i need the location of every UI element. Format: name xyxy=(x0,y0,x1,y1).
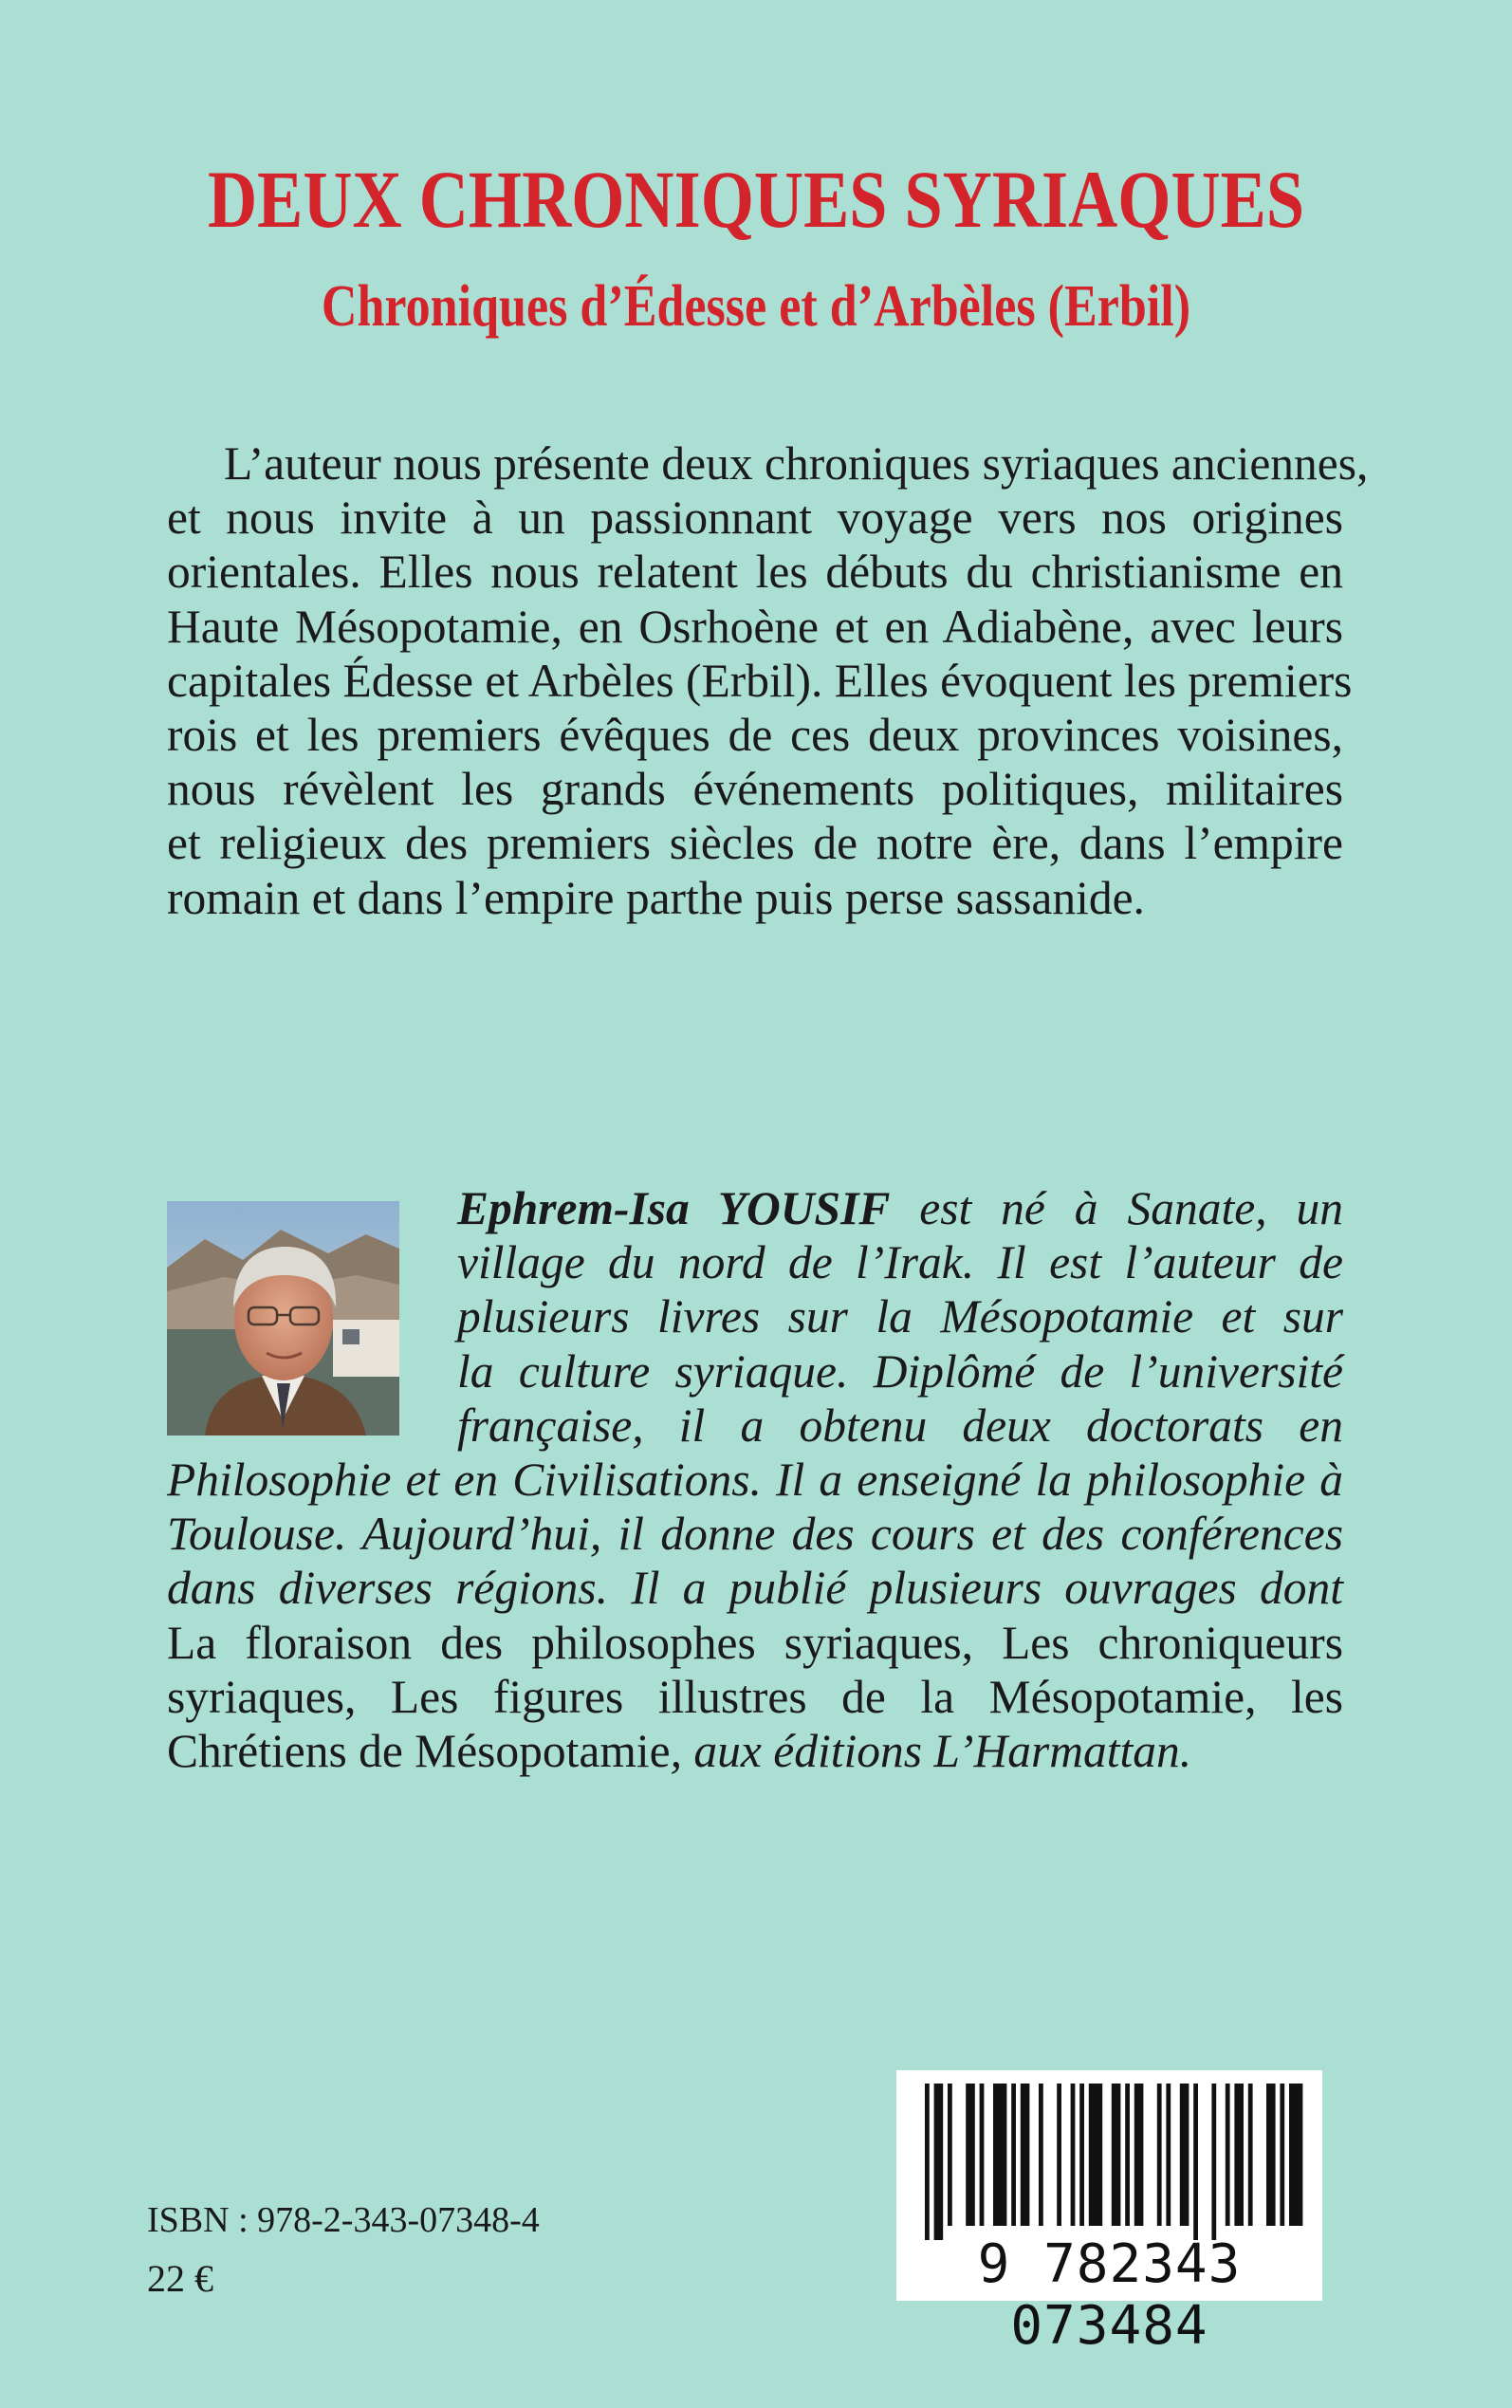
bio-line: plusieurs livres sur la Mésopotamie et sur xyxy=(457,1290,1343,1343)
barcode-bar xyxy=(1039,2084,1043,2226)
barcode-bar xyxy=(1234,2084,1244,2226)
blurb-line: et religieux des premiers siècles de notre ère, dans l’empire xyxy=(167,817,1343,870)
barcode-bar xyxy=(1079,2084,1084,2226)
barcode-bar xyxy=(1134,2084,1144,2226)
bio-line: La floraison des philosophes syriaques, Les chroniqueurs xyxy=(167,1616,1343,1669)
bio-line: la culture syriaque. Diplômé de l’université xyxy=(457,1344,1343,1398)
barcode-bar xyxy=(1248,2084,1253,2226)
barcode-bar xyxy=(1226,2084,1230,2226)
book-subtitle: Chroniques d’Édesse et d’Arbèles (Erbil) xyxy=(321,274,1191,339)
barcode-bar xyxy=(1180,2084,1189,2226)
barcode-bar xyxy=(1193,2084,1198,2240)
bio-line: Toulouse. Aujourd’hui, il donne des cours et des conférences xyxy=(167,1508,1343,1561)
price: 22 € xyxy=(147,2257,213,2300)
barcode-bar xyxy=(948,2084,952,2226)
blurb-line: Haute Mésopotamie, en Osrhoène et en Adiabène, avec leurs xyxy=(167,600,1343,653)
bio-line: Chrétiens de Mésopotamie, aux éditions L’Harmattan. xyxy=(167,1724,1192,1777)
barcode-bar xyxy=(1071,2084,1076,2226)
blurb-line: L’auteur nous présente deux chroniques syriaques anciennes, xyxy=(224,437,1369,490)
blurb-line: nous révèlent les grands événements politiques, militaires xyxy=(167,763,1343,816)
barcode-bar xyxy=(1280,2084,1284,2226)
blurb-line: capitales Édesse et Arbèles (Erbil). Elles évoquent les premiers xyxy=(167,654,1353,707)
bio-line: Philosophie et en Civilisations. Il a enseigné la philosophie à xyxy=(167,1453,1343,1506)
barcode-bar xyxy=(1157,2084,1162,2226)
barcode-bar xyxy=(925,2084,930,2240)
book-title: DEUX CHRONIQUES SYRIAQUES xyxy=(207,154,1305,245)
blurb-line: orientales. Elles nous relatent les débuts du christianisme en xyxy=(167,546,1343,599)
bio-line: française, il a obtenu deux doctorats en xyxy=(457,1398,1343,1452)
barcode-bar xyxy=(1089,2084,1102,2226)
barcode-bar xyxy=(1011,2084,1016,2226)
author-bio xyxy=(167,1181,1343,1778)
bio-line: Ephrem-Isa YOUSIF est né à Sanate, un xyxy=(457,1182,1343,1234)
barcode-bar xyxy=(1266,2084,1276,2226)
barcode xyxy=(896,2070,1322,2357)
blurb-line: et nous invite à un passionnant voyage vers nos origines xyxy=(167,491,1343,545)
barcode-bar xyxy=(1211,2084,1216,2240)
blurb-line: rois et les premiers évêques de ces deux provinces voisines, xyxy=(167,708,1343,761)
barcode-digits: 9 782343 073484 xyxy=(977,2233,1242,2357)
barcode-bar xyxy=(980,2084,985,2226)
isbn: ISBN : 978-2-343-07348-4 xyxy=(147,2200,540,2240)
barcode-bar xyxy=(1166,2084,1171,2226)
barcode-bar xyxy=(966,2084,975,2226)
barcode-bar xyxy=(993,2084,1006,2226)
barcode-bar xyxy=(1021,2084,1030,2226)
blurb xyxy=(167,436,1369,925)
author-name: Ephrem-Isa YOUSIF xyxy=(457,1182,891,1234)
bio-line: dans diverses régions. Il a publié plusieurs ouvrages dont xyxy=(167,1562,1343,1615)
barcode-bar xyxy=(1289,2084,1302,2226)
bio-line: village du nord de l’Irak. Il est l’auteur de xyxy=(457,1236,1343,1289)
bio-line: syriaques, Les figures illustres de la Mésopotamie, les xyxy=(167,1670,1343,1723)
barcode-bar xyxy=(934,2084,944,2240)
barcode-bar xyxy=(1125,2084,1130,2226)
blurb-line: romain et dans l’empire parthe puis perse sassanide. xyxy=(167,871,1145,924)
barcode-bar xyxy=(1112,2084,1121,2226)
barcode-bar xyxy=(1057,2084,1061,2226)
